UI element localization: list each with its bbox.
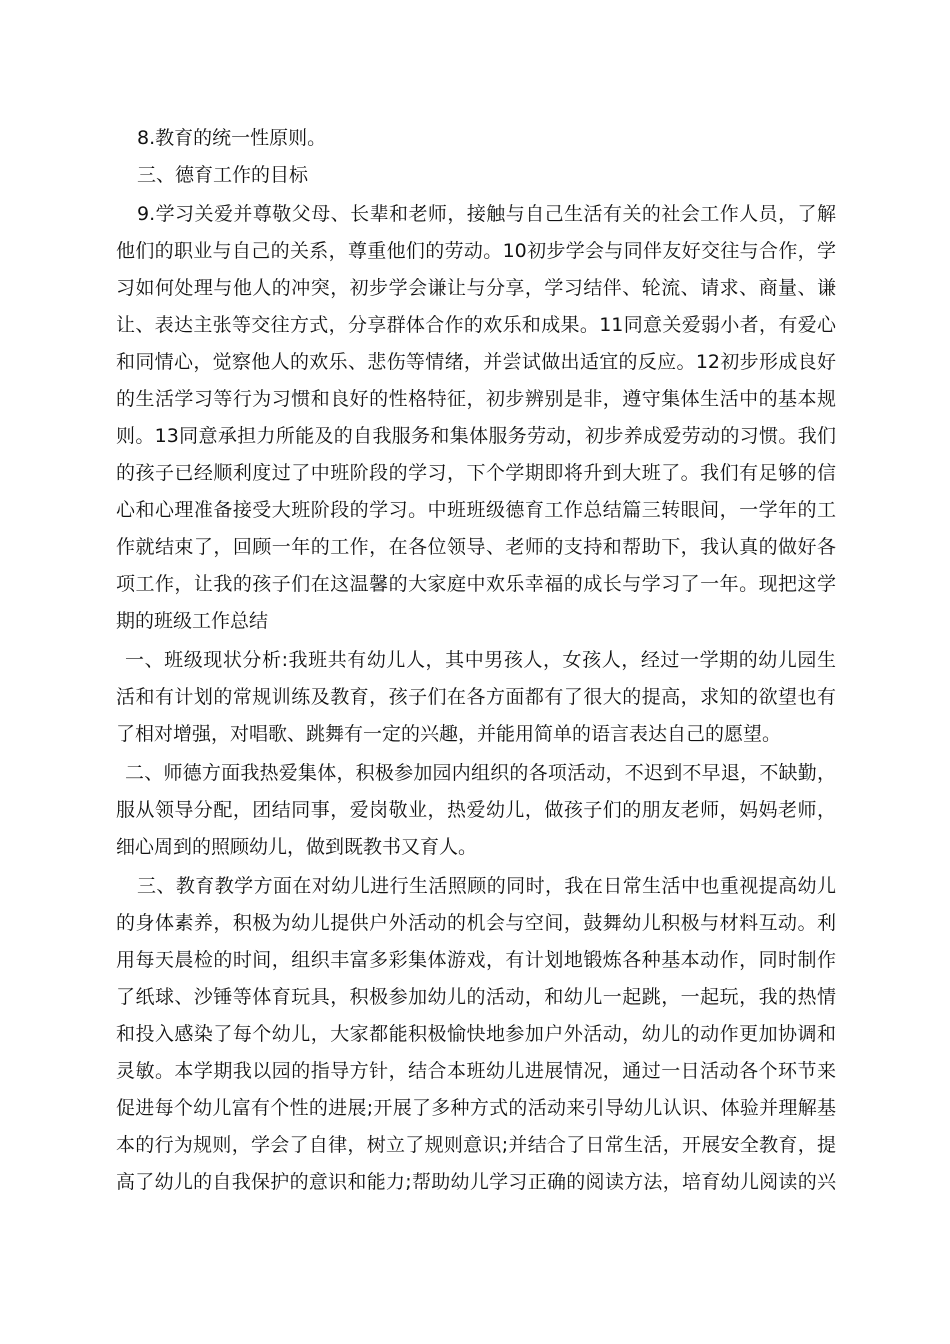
text-line: 和同情心，觉察他人的欢乐、悲伤等情绪，并尝试做出适宜的反应。12初步形成良好	[116, 351, 836, 373]
text-line: 细心周到的照顾幼儿，做到既教书又育人。	[116, 836, 478, 858]
text-line: 了纸球、沙锤等体育玩具，积极参加幼儿的活动，和幼儿一起跳，一起玩，我的热情	[116, 986, 836, 1008]
text-line: 习如何处理与他人的冲突，初步学会谦让与分享，学习结伴、轮流、请求、商量、谦	[116, 277, 836, 299]
text-line: 的孩子已经顺利度过了中班阶段的学习，下个学期即将升到大班了。我们有足够的信	[116, 462, 836, 484]
section-heading: 三、德育工作的目标	[137, 164, 309, 186]
text-line: 则。13同意承担力所能及的自我服务和集体服务劳动，初步养成爱劳动的习惯。我们	[116, 425, 836, 447]
text-line: 项工作，让我的孩子们在这温馨的大家庭中欢乐幸福的成长与学习了一年。现把这学	[116, 573, 836, 595]
text-line: 的身体素养，积极为幼儿提供户外活动的机会与空间，鼓舞幼儿积极与材料互动。利	[116, 912, 836, 934]
text-line: 9.学习关爱并尊敬父母、长辈和老师，接触与自己生活有关的社会工作人员，了解	[137, 203, 836, 225]
text-line: 二、师德方面我热爱集体，积极参加园内组织的各项活动，不迟到不早退，不缺勤，	[125, 762, 836, 784]
text-line: 本的行为规则，学会了自律，树立了规则意识;并结合了日常生活，开展安全教育，提	[116, 1134, 836, 1156]
text-line: 他们的职业与自己的关系，尊重他们的劳动。10初步学会与同伴友好交往与合作，学	[116, 240, 836, 262]
text-line: 和投入感染了每个幼儿，大家都能积极愉快地参加户外活动，幼儿的动作更加协调和	[116, 1023, 836, 1045]
text-line: 促进每个幼儿富有个性的进展;开展了多种方式的活动来引导幼儿认识、体验并理解基	[116, 1097, 836, 1119]
text-line: 服从领导分配，团结同事，爱岗敬业，热爱幼儿，做孩子们的朋友老师，妈妈老师，	[116, 799, 836, 821]
text-line: 的生活学习等行为习惯和良好的性格特征，初步辨别是非，遵守集体生活中的基本规	[116, 388, 836, 410]
text-line: 心和心理准备接受大班阶段的学习。中班班级德育工作总结篇三转眼间，一学年的工	[116, 499, 836, 521]
text-line: 一、班级现状分析:我班共有幼儿人，其中男孩人，女孩人，经过一学期的幼儿园生	[125, 649, 836, 671]
text-line: 三、教育教学方面在对幼儿进行生活照顾的同时，我在日常生活中也重视提高幼儿	[137, 875, 836, 897]
text-line: 了相对增强，对唱歌、跳舞有一定的兴趣，并能用简单的语言表达自己的愿望。	[116, 723, 782, 745]
text-line: 灵敏。本学期我以园的指导方针，结合本班幼儿进展情况，通过一日活动各个环节来	[116, 1060, 836, 1082]
text-line: 让、表达主张等交往方式，分享群体合作的欢乐和成果。11同意关爱弱小者，有爱心	[116, 314, 836, 336]
text-line: 期的班级工作总结	[116, 610, 269, 632]
text-line: 高了幼儿的自我保护的意识和能力;帮助幼儿学习正确的阅读方法，培育幼儿阅读的兴	[116, 1171, 836, 1193]
text-line: 用每天晨检的时间，组织丰富多彩集体游戏，有计划地锻炼各种基本动作，同时制作	[116, 949, 836, 971]
text-line: 活和有计划的常规训练及教育，孩子们在各方面都有了很大的提高，求知的欲望也有	[116, 686, 836, 708]
text-line: 作就结束了，回顾一年的工作，在各位领导、老师的支持和帮助下，我认真的做好各	[116, 536, 836, 558]
text-line: 8.教育的统一性原则。	[137, 127, 327, 149]
